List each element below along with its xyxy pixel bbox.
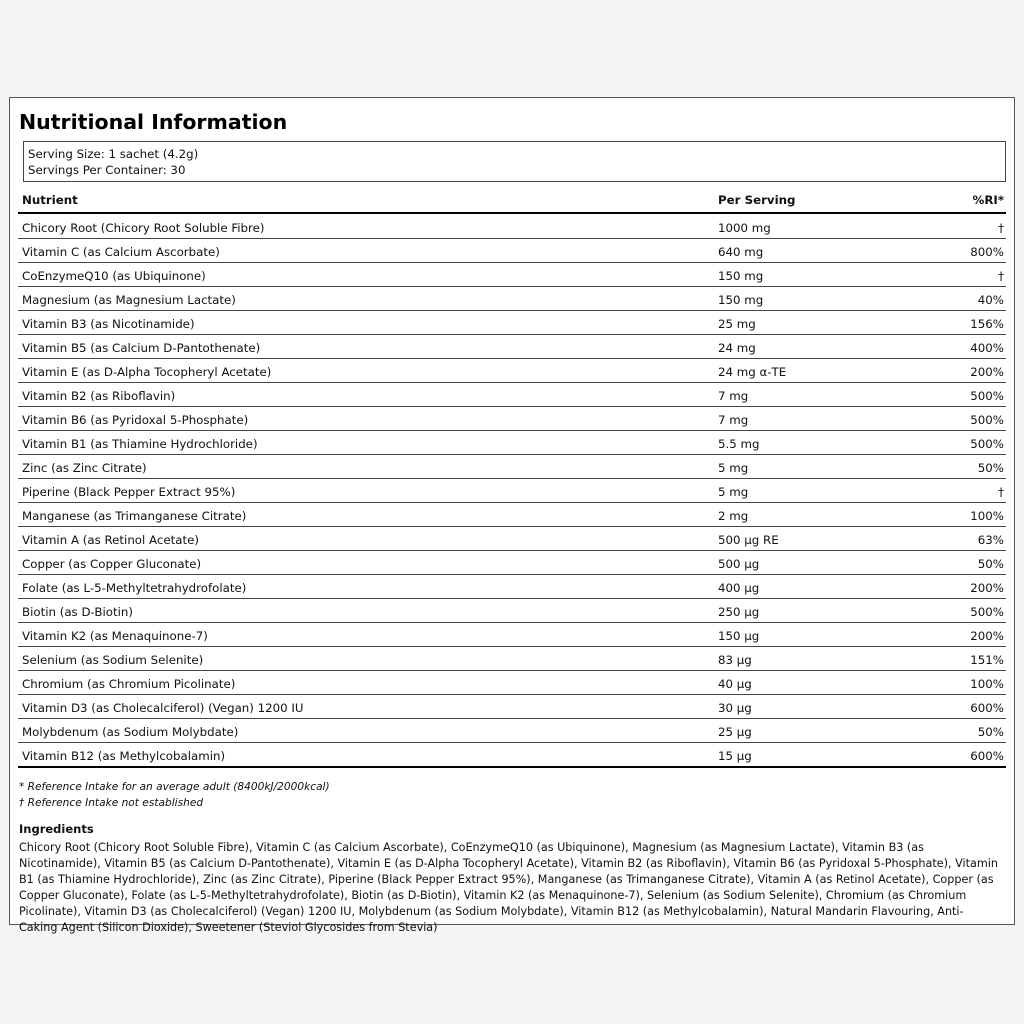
table-row [18, 527, 1006, 551]
nutrient-table [18, 189, 1006, 768]
nutrient-ri: 50% [977, 725, 1004, 739]
nutrient-name: Chromium (as Chromium Picolinate) [22, 677, 236, 691]
nutrient-amount: 5 mg [718, 461, 749, 475]
table-row [18, 455, 1006, 479]
nutrient-name: Molybdenum (as Sodium Molybdate) [22, 725, 239, 739]
table-row [18, 551, 1006, 575]
nutrient-amount: 24 mg α-TE [718, 365, 787, 379]
nutrient-amount: 7 mg [718, 389, 749, 403]
nutrient-amount: 150 mg [718, 293, 764, 307]
table-row [18, 743, 1006, 766]
nutrient-amount: 250 μg [718, 605, 760, 619]
nutrient-amount: 7 mg [718, 413, 749, 427]
nutrient-ri: 500% [970, 605, 1004, 619]
nutrient-ri: † [998, 221, 1004, 235]
nutrient-name: CoEnzymeQ10 (as Ubiquinone) [22, 269, 206, 283]
nutrient-amount: 2 mg [718, 509, 749, 523]
table-row [18, 623, 1006, 647]
table-row [18, 575, 1006, 599]
nutrient-ri: † [998, 269, 1004, 283]
table-row [18, 383, 1006, 407]
nutrient-name: Vitamin B6 (as Pyridoxal 5-Phosphate) [22, 413, 249, 427]
nutrient-name: Magnesium (as Magnesium Lactate) [22, 293, 236, 307]
nutrient-amount: 40 μg [718, 677, 752, 691]
table-row [18, 695, 1006, 719]
table-row [18, 407, 1006, 431]
nutrient-amount: 5.5 mg [718, 437, 760, 451]
nutrient-ri: 40% [977, 293, 1004, 307]
nutrient-ri: 100% [970, 677, 1004, 691]
nutrient-ri: 200% [970, 629, 1004, 643]
table-row [18, 287, 1006, 311]
footnotes [19, 779, 330, 811]
table-row [18, 599, 1006, 623]
table-row [18, 503, 1006, 527]
table-row [18, 239, 1006, 263]
table-row [18, 215, 1006, 239]
nutrient-amount: 640 mg [718, 245, 764, 259]
servings-per-container: Servings Per Container: 30 [28, 163, 186, 177]
table-row [18, 311, 1006, 335]
table-body [18, 215, 1006, 768]
nutrient-name: Vitamin E (as D-Alpha Tocopheryl Acetate) [22, 365, 272, 379]
serving-info-box [23, 141, 1006, 182]
table-header [18, 189, 1006, 214]
ingredients-heading: Ingredients [19, 822, 94, 836]
nutrient-ri: 200% [970, 581, 1004, 595]
nutrient-amount: 1000 mg [718, 221, 771, 235]
nutrient-ri: 63% [977, 533, 1004, 547]
table-row [18, 431, 1006, 455]
nutrient-name: Vitamin B3 (as Nicotinamide) [22, 317, 195, 331]
ingredients-text: Chicory Root (Chicory Root Soluble Fibre), Vitamin C (as Calcium Ascorbate), CoEnzymeQ10 (as Ubiquinone), Magnesium (as Magnesium Lactate), Vitamin B3 (as Nicotinamide), Vitamin B5 (as Calcium D-Pantothenate), Vitamin E (as D-Alpha Tocopheryl Acetate), Vitamin B2 (as Riboflavin), Vitamin B6 (as Pyridoxal 5-Phosphate), Vitamin B1 (as Thiamine Hydrochloride), Zinc (as Zinc Citrate), Piperine (Black Pepper Extract 95%), Manganese (as Trimanganese Citrate), Vitamin A (as Retinol Acetate), Copper (as Copper Gluconate), Folate (as L-5-Methyltetrahydrofolate), Biotin (as D-Biotin), Vitamin K2 (as Menaquinone-7), Selenium (as Sodium Selenite), Chromium (as Chromium Picolinate), Vitamin D3 (as Cholecalciferol) (Vegan) 1200 IU, Molybdenum (as Sodium Molybdate), Vitamin B12 (as Methylcobalamin), Natural Mandarin Flavouring, Anti-Caking Agent (Silicon Dioxide), Sweetener (Steviol Glycosides from Stevia) [19, 841, 998, 934]
nutrient-ri: 500% [970, 437, 1004, 451]
nutrient-ri: 500% [970, 389, 1004, 403]
header-ri: %RI* [972, 193, 1004, 207]
nutrient-name: Biotin (as D-Biotin) [22, 605, 133, 619]
table-row [18, 335, 1006, 359]
nutrient-amount: 500 μg RE [718, 533, 779, 547]
nutrient-ri: 50% [977, 557, 1004, 571]
nutrient-ri: 600% [970, 701, 1004, 715]
nutrient-amount: 24 mg [718, 341, 756, 355]
nutrient-amount: 30 μg [718, 701, 752, 715]
nutrient-amount: 150 mg [718, 269, 764, 283]
page-title: Nutritional Information [19, 110, 288, 134]
nutrient-name: Vitamin B1 (as Thiamine Hydrochloride) [22, 437, 258, 451]
nutrient-name: Vitamin B2 (as Riboflavin) [22, 389, 176, 403]
nutrient-amount: 500 μg [718, 557, 760, 571]
nutrient-amount: 400 μg [718, 581, 760, 595]
nutrient-name: Vitamin C (as Calcium Ascorbate) [22, 245, 220, 259]
nutrient-amount: 25 μg [718, 725, 752, 739]
nutrient-name: Vitamin B5 (as Calcium D-Pantothenate) [22, 341, 261, 355]
nutrient-ri: 151% [970, 653, 1004, 667]
nutrient-amount: 5 mg [718, 485, 749, 499]
nutrient-ri: 50% [977, 461, 1004, 475]
nutrient-name: Selenium (as Sodium Selenite) [22, 653, 204, 667]
nutrient-name: Chicory Root (Chicory Root Soluble Fibre) [22, 221, 265, 235]
nutrient-amount: 150 μg [718, 629, 760, 643]
table-row [18, 671, 1006, 695]
nutrient-ri: 600% [970, 749, 1004, 763]
nutrient-ri: 800% [970, 245, 1004, 259]
nutrient-name: Piperine (Black Pepper Extract 95%) [22, 485, 236, 499]
nutrient-name: Vitamin D3 (as Cholecalciferol) (Vegan) 1200 IU [22, 701, 304, 715]
nutrient-amount: 25 mg [718, 317, 756, 331]
serving-size: Serving Size: 1 sachet (4.2g) [28, 147, 199, 161]
header-per-serving: Per Serving [718, 193, 796, 207]
nutrient-name: Vitamin B12 (as Methylcobalamin) [22, 749, 226, 763]
nutrient-amount: 15 μg [718, 749, 752, 763]
nutrient-ri: 500% [970, 413, 1004, 427]
nutrient-ri: 156% [970, 317, 1004, 331]
nutrient-ri: 200% [970, 365, 1004, 379]
table-row [18, 359, 1006, 383]
nutrient-name: Vitamin A (as Retinol Acetate) [22, 533, 199, 547]
footnote-reference-intake: * Reference Intake for an average adult (8400kJ/2000kcal) [19, 781, 330, 793]
nutrient-ri: 400% [970, 341, 1004, 355]
nutrition-panel [9, 97, 1015, 934]
table-row [18, 479, 1006, 503]
table-row [18, 647, 1006, 671]
nutrient-name: Manganese (as Trimanganese Citrate) [22, 509, 247, 523]
nutrient-name: Folate (as L-5-Methyltetrahydrofolate) [22, 581, 247, 595]
nutrient-name: Zinc (as Zinc Citrate) [22, 461, 147, 475]
footnote-not-established: † Reference Intake not established [19, 797, 204, 809]
table-row [18, 719, 1006, 743]
header-nutrient: Nutrient [22, 193, 78, 207]
nutrient-ri: † [998, 485, 1004, 499]
nutrient-amount: 83 μg [718, 653, 752, 667]
nutrient-name: Copper (as Copper Gluconate) [22, 557, 202, 571]
nutrient-ri: 100% [970, 509, 1004, 523]
table-row [18, 263, 1006, 287]
nutrient-name: Vitamin K2 (as Menaquinone-7) [22, 629, 208, 643]
